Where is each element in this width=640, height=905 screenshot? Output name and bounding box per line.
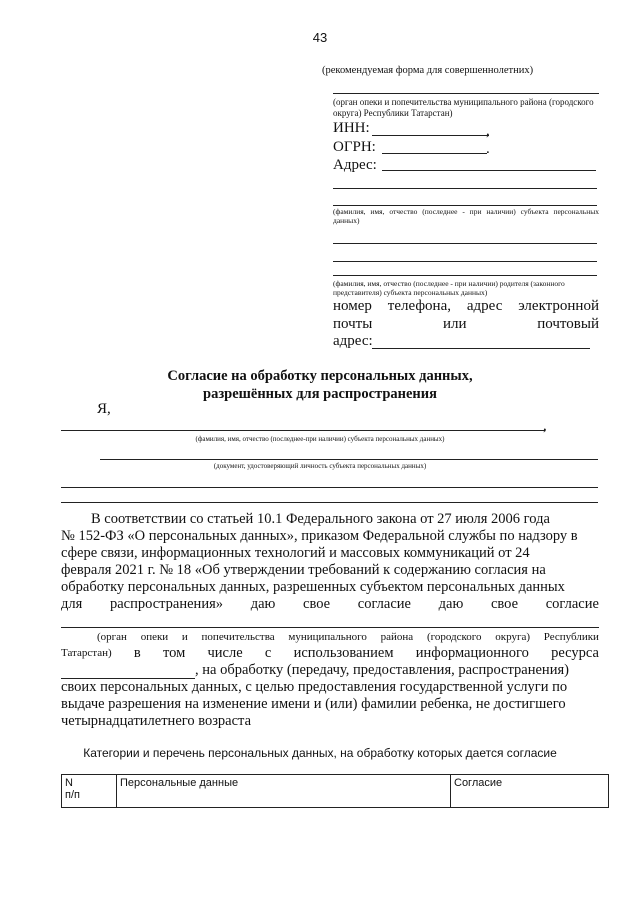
word: ресурса bbox=[551, 645, 599, 661]
word: для bbox=[61, 596, 83, 612]
consent-paragraph bbox=[61, 511, 599, 613]
word: числе bbox=[207, 645, 243, 661]
fio-field[interactable] bbox=[61, 430, 545, 431]
paragraph-line: В соответствии со статьей 10.1 Федерального закона от 27 июля 2006 года bbox=[91, 511, 550, 527]
word: в bbox=[133, 645, 141, 661]
contact-word: телефона, bbox=[387, 298, 451, 314]
fio-caption: (фамилия, имя, отчество (последнее-при наличии) субъекта персональных данных) bbox=[195, 435, 445, 443]
organ-field[interactable] bbox=[61, 627, 599, 628]
contact-word: или bbox=[443, 316, 467, 332]
fio-comma: , bbox=[543, 418, 547, 434]
recommended-form-note: (рекомендуемая форма для совершеннолетних) bbox=[322, 65, 534, 76]
word: (городского bbox=[426, 631, 482, 643]
word: согласие bbox=[357, 596, 411, 612]
organ-line bbox=[333, 93, 599, 94]
resource-tail: , на обработку (передачу, предоставления, распространения) bbox=[195, 662, 569, 678]
header-pp: п/п bbox=[65, 789, 80, 801]
address-field-2[interactable] bbox=[333, 188, 597, 189]
word: с bbox=[264, 645, 272, 661]
purpose-line: выдаче разрешения на изменение имени и (или) фамилии ребенка, не достигшего bbox=[61, 696, 566, 712]
page-number: 43 bbox=[312, 30, 328, 45]
contact-word: почтовый bbox=[537, 316, 599, 332]
word: использованием bbox=[293, 645, 394, 661]
purpose-line: своих персональных данных, с целью предоставления государственной услуги по bbox=[61, 679, 568, 695]
paragraph-line: февраля 2021 г. № 18 «Об утверждении требований к содержанию согласия на bbox=[61, 562, 546, 578]
subject-fio-caption: (фамилия, имя, отчество (последнее - при наличии) субъекта персональных данных) bbox=[333, 207, 599, 225]
document-field-3[interactable] bbox=[61, 502, 598, 503]
ogrn-label: ОГРН: bbox=[333, 139, 376, 155]
paragraph-line-last bbox=[61, 596, 599, 613]
word: (орган bbox=[97, 631, 127, 643]
organ-caption: (орган опеки и попечительства муниципального района (городского округа) Республики Татарстан) bbox=[333, 97, 594, 118]
document-field-2[interactable] bbox=[61, 487, 598, 488]
word: свое bbox=[491, 596, 519, 612]
categories-table bbox=[61, 774, 609, 808]
parent-fio-line-1[interactable] bbox=[333, 243, 597, 244]
document-title-line-1: Согласие на обработку персональных данных, bbox=[167, 368, 473, 384]
subject-fio-line[interactable] bbox=[333, 205, 597, 206]
contact-line-1 bbox=[333, 298, 599, 315]
header-n: N bbox=[65, 777, 73, 789]
paragraph-line: обработку персональных данных, разрешенных субъектом персональных данных bbox=[61, 579, 565, 595]
table-header-consent: Согласие bbox=[451, 775, 609, 808]
address-label: Адрес: bbox=[333, 157, 377, 173]
contact-line-2 bbox=[333, 316, 599, 333]
purpose-line: четырнадцатилетнего возраста bbox=[61, 713, 252, 729]
parent-fio-line-2[interactable] bbox=[333, 261, 597, 262]
categories-heading: Категории и перечень персональных данных, на обработку которых дается согласие bbox=[83, 746, 557, 760]
word: распространения» bbox=[109, 596, 223, 612]
word: Республики bbox=[543, 631, 599, 643]
word: округа) bbox=[495, 631, 531, 643]
document-field[interactable] bbox=[100, 459, 598, 460]
word: Татарстан) bbox=[61, 647, 112, 659]
address-field[interactable] bbox=[382, 170, 596, 171]
word: свое bbox=[303, 596, 331, 612]
word: даю bbox=[250, 596, 276, 612]
table-row bbox=[62, 775, 609, 808]
contact-address-label: адрес: bbox=[333, 333, 373, 349]
inn-comma: , bbox=[486, 123, 490, 139]
purpose-paragraph bbox=[61, 679, 599, 730]
contact-word: почты bbox=[333, 316, 373, 332]
word: согласие bbox=[545, 596, 599, 612]
i-label: Я, bbox=[97, 401, 111, 417]
organ-caption-line bbox=[61, 630, 599, 644]
parent-fio-line-3[interactable] bbox=[333, 275, 597, 276]
paragraph-line: сфере связи, информационных технологий и массовых коммуникаций от 24 bbox=[61, 545, 530, 561]
word: муниципального bbox=[288, 631, 367, 643]
word: даю bbox=[438, 596, 464, 612]
document-title-line-2: разрешённых для распространения bbox=[203, 386, 437, 402]
contact-word: электронной bbox=[518, 298, 599, 314]
contact-word: номер bbox=[333, 298, 372, 314]
paragraph-line: № 152-ФЗ «О персональных данных», приказом Федеральной службы по надзору в bbox=[61, 528, 578, 544]
inn-field[interactable] bbox=[372, 135, 489, 136]
word: района bbox=[380, 631, 414, 643]
word: информационного bbox=[415, 645, 529, 661]
word: попечительства bbox=[201, 631, 275, 643]
table-header-number bbox=[62, 775, 117, 808]
ogrn-field[interactable] bbox=[382, 153, 487, 154]
table-header-personal-data: Персональные данные bbox=[117, 775, 451, 808]
ogrn-period: . bbox=[486, 141, 490, 157]
word: том bbox=[162, 645, 186, 661]
document-caption: (документ, удостоверяющий личность субъекта персональных данных) bbox=[213, 462, 427, 470]
inn-label: ИНН: bbox=[333, 120, 370, 136]
word: и bbox=[181, 631, 188, 643]
word: опеки bbox=[140, 631, 169, 643]
tatarstan-line bbox=[61, 645, 599, 662]
contact-address-field[interactable] bbox=[372, 348, 590, 349]
contact-word: адрес bbox=[466, 298, 503, 314]
parent-fio-caption: (фамилия, имя, отчество (последнее - при наличии) родителя (законного представителя) субъекта персональных данных) bbox=[333, 279, 565, 297]
